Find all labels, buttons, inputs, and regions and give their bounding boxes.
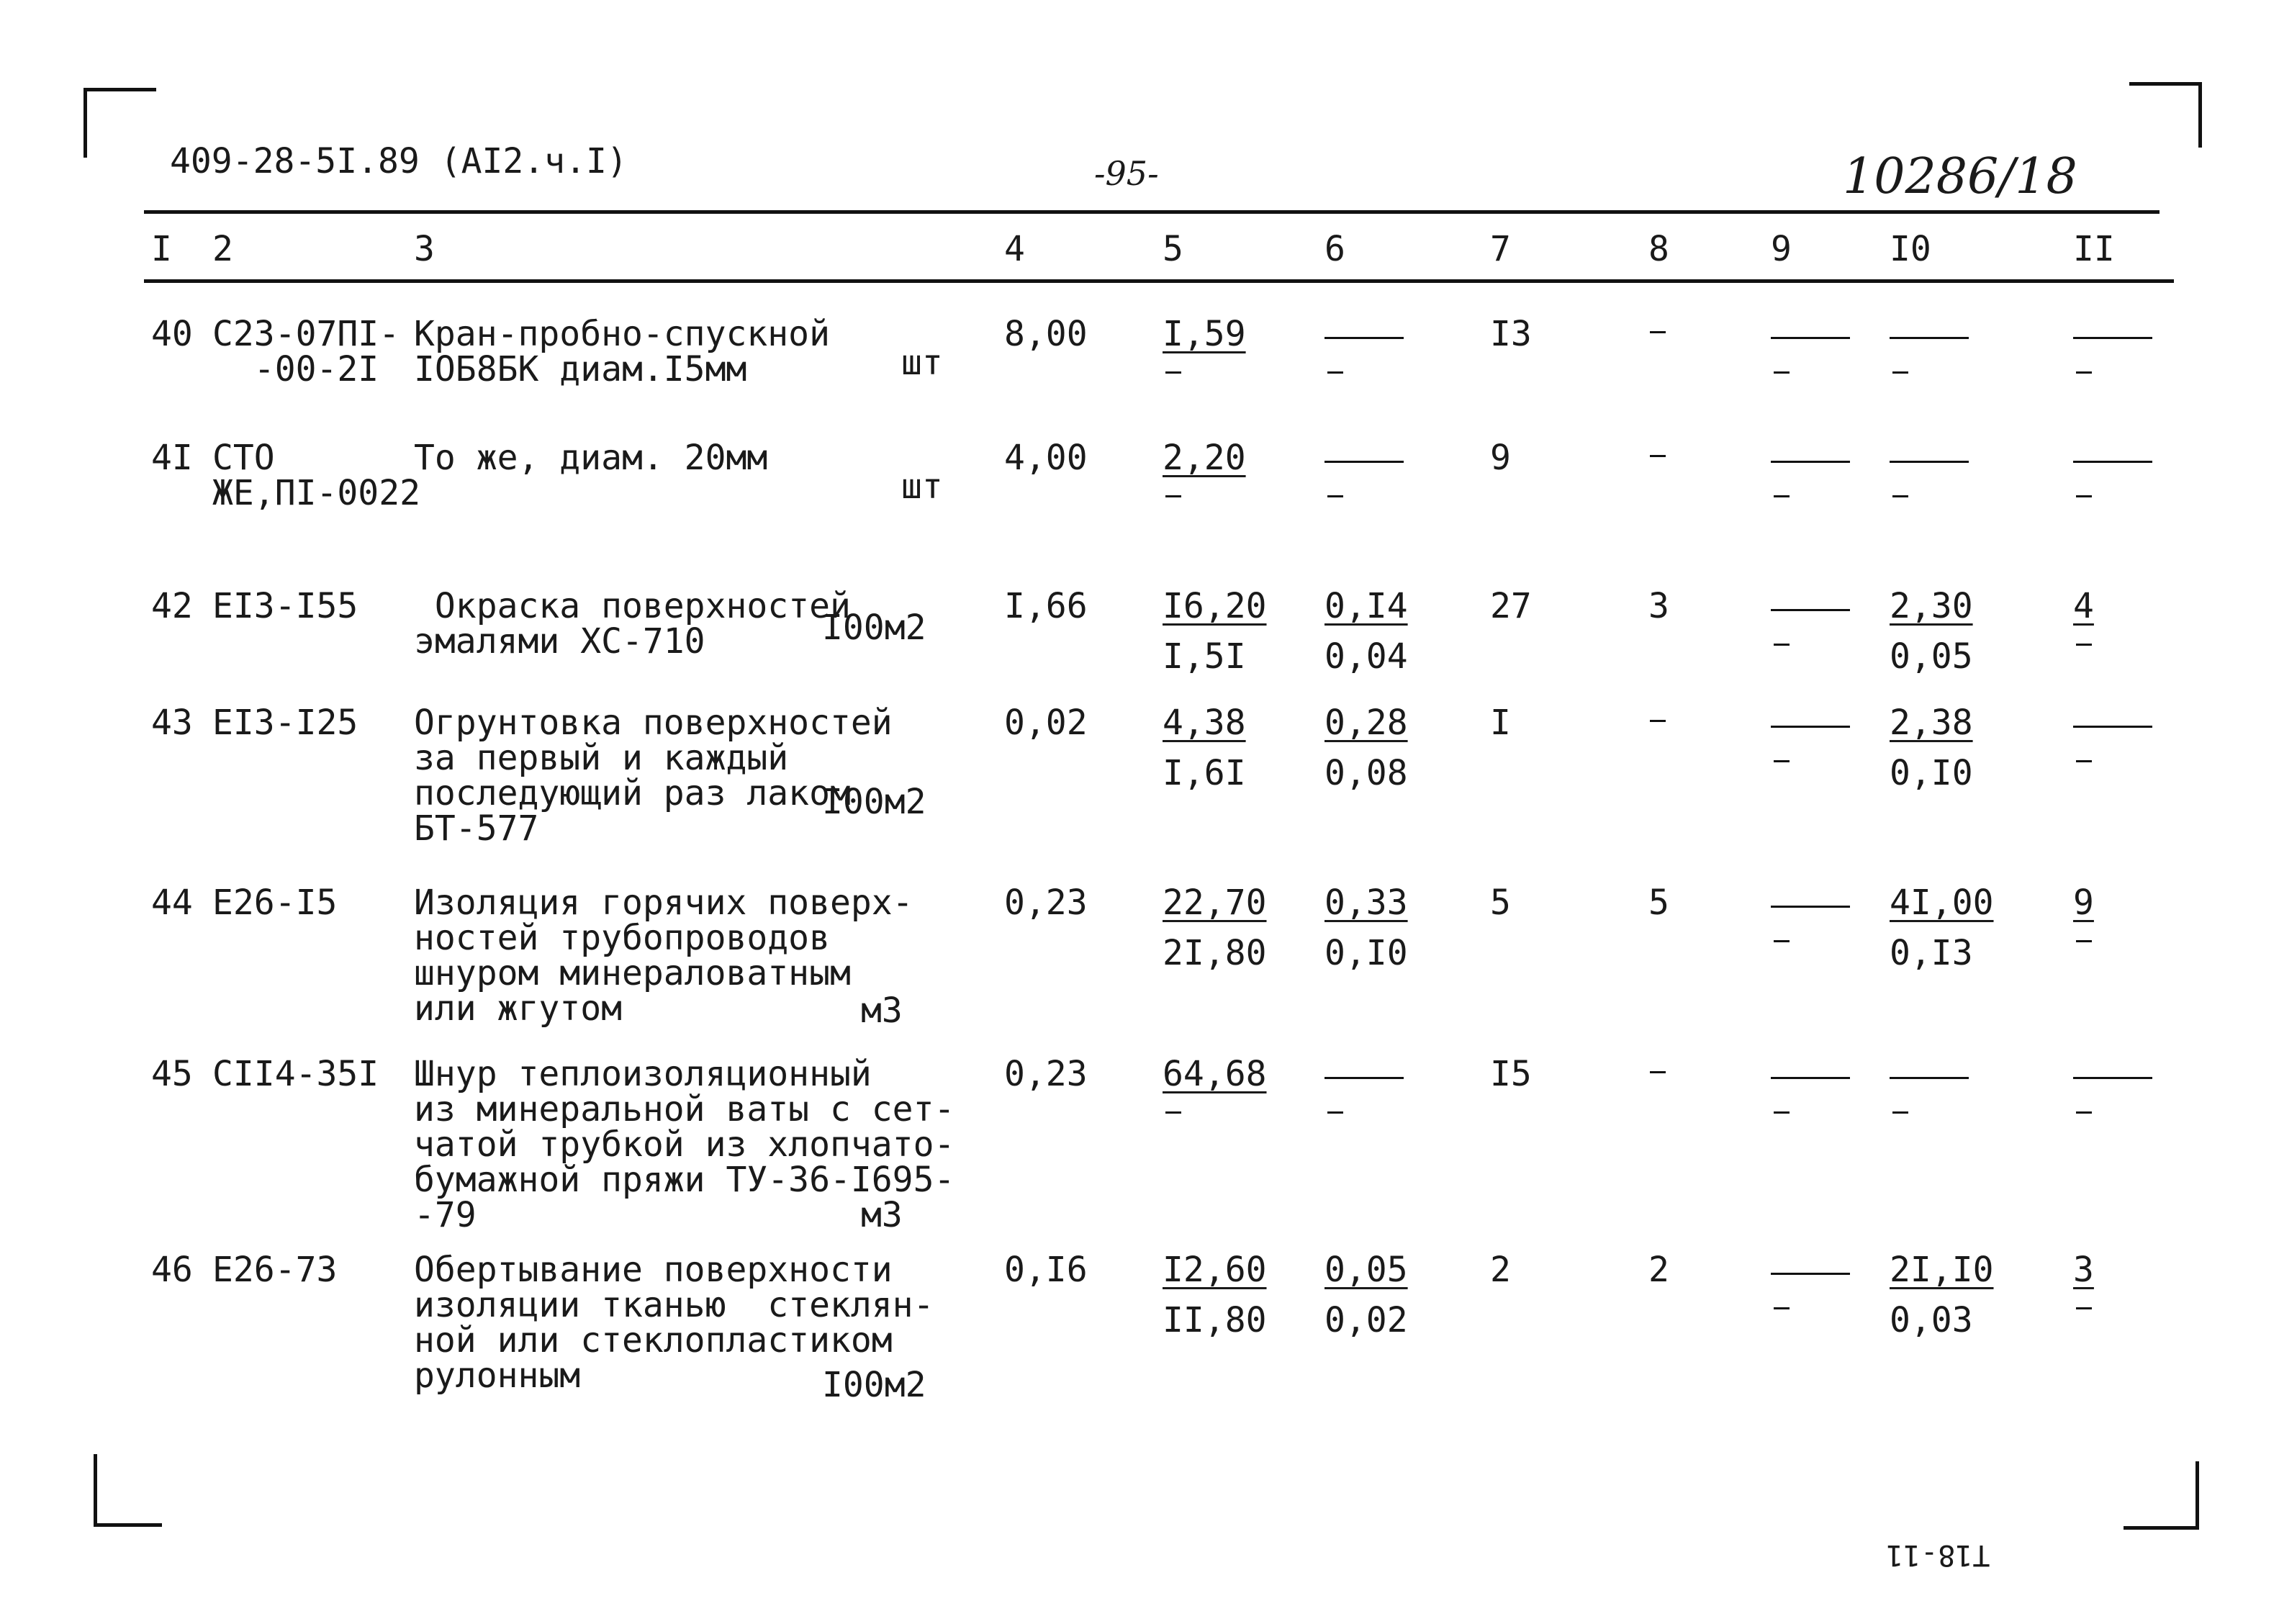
c6-top-value: 0,I4 [1324, 586, 1408, 626]
c9-top-dash [1771, 461, 1850, 463]
unit-of-measure: I00м2 [822, 782, 926, 822]
unit-of-measure: I00м2 [822, 608, 926, 648]
column-header-9: 9 [1771, 229, 1792, 269]
work-description: Шнур теплоизоляционный из минеральной ваты с сет- чатой трубкой из хлопчато- бумажной пряжи ТУ-36-I695- -79 [414, 1054, 955, 1235]
c11-bottom-dash [2076, 940, 2092, 942]
document-code: 409-28-5I.89 (AI2.ч.I) [170, 141, 628, 181]
unit-of-measure: I00м2 [822, 1365, 926, 1405]
rate-code: С23-07ПI- -00-2I [212, 314, 400, 389]
rate-code: ЕI3-I25 [212, 703, 358, 743]
c10-top-dash [1890, 337, 1969, 339]
c10-bottom-dash [1892, 371, 1908, 374]
c10-top-dash [1890, 461, 1969, 463]
quantity: 0,23 [1004, 883, 1088, 923]
rate-code: ЕI3-I55 [212, 586, 358, 626]
c6-top-value: 0,33 [1324, 883, 1408, 923]
quantity: 0,02 [1004, 703, 1088, 743]
handwritten-stamp: 10286/18 [1843, 148, 2077, 205]
c11-top-dash [2073, 337, 2152, 339]
c5-top-value: I,59 [1163, 314, 1246, 354]
col7-value: 5 [1490, 883, 1511, 923]
work-description: Обертывание поверхности изоляции тканью стеклян- ной или стеклопластиком рулонным [414, 1250, 934, 1396]
c11-top-dash [2073, 1077, 2152, 1079]
col8-value: 2 [1648, 1250, 1669, 1290]
unit-of-measure: шт [901, 343, 943, 383]
rate-code: СII4-35I [212, 1054, 379, 1094]
c11-bottom-dash [2076, 371, 2092, 374]
row-number: 45 [151, 1054, 193, 1094]
work-description: Окраска поверхностей эмалями ХС-710 [414, 586, 851, 662]
col8-dash [1650, 720, 1666, 722]
table-top-rule [144, 210, 2160, 214]
c9-top-dash [1771, 1273, 1850, 1275]
column-header-5: 5 [1163, 229, 1183, 269]
column-header-11: II [2073, 229, 2115, 269]
c10-top-value: 2I,I0 [1890, 1250, 1994, 1290]
c6-top-dash [1324, 1077, 1404, 1079]
unit-of-measure: м3 [861, 991, 903, 1031]
c6-top-value: 0,28 [1324, 703, 1408, 743]
c5-top-value: I2,60 [1163, 1250, 1267, 1290]
footer-code: Т18-11 [1886, 1538, 1990, 1571]
c9-top-dash [1771, 1077, 1850, 1079]
col8-dash [1650, 331, 1666, 333]
col7-value: 27 [1490, 586, 1532, 626]
work-description: Кран-пробно-спускной IОБ8БК диам.I5мм [414, 314, 830, 389]
c10-top-value: 4I,00 [1890, 883, 1994, 923]
col8-dash [1650, 1071, 1666, 1073]
c10-top-dash [1890, 1077, 1969, 1079]
column-header-4: 4 [1004, 229, 1025, 269]
corner-mark-bottom-left [94, 1454, 162, 1527]
c5-bottom-dash [1165, 1111, 1181, 1114]
rate-code: Е26-73 [212, 1250, 338, 1290]
c5-bottom-value: II,80 [1163, 1300, 1267, 1340]
row-number: 40 [151, 314, 193, 354]
c11-bottom-dash [2076, 1307, 2092, 1309]
c5-top-value: 64,68 [1163, 1054, 1267, 1094]
column-header-8: 8 [1648, 229, 1669, 269]
c11-top-dash [2073, 461, 2152, 463]
col7-value: I3 [1490, 314, 1532, 354]
row-number: 43 [151, 703, 193, 743]
row-number: 4I [151, 438, 193, 478]
table-header-rule [144, 279, 2174, 283]
c5-top-value: 4,38 [1163, 703, 1246, 743]
c10-bottom-dash [1892, 1111, 1908, 1114]
col7-value: 9 [1490, 438, 1511, 478]
c9-bottom-dash [1774, 644, 1790, 646]
c6-bottom-dash [1327, 371, 1343, 374]
c5-top-value: 2,20 [1163, 438, 1246, 478]
c11-top-value: 4 [2073, 586, 2094, 626]
column-header-10: I0 [1890, 229, 1931, 269]
quantity: 0,23 [1004, 1054, 1088, 1094]
c6-top-dash [1324, 461, 1404, 463]
c6-bottom-value: 0,04 [1324, 636, 1408, 677]
col7-value: I5 [1490, 1054, 1532, 1094]
row-number: 44 [151, 883, 193, 923]
c6-bottom-dash [1327, 495, 1343, 497]
c5-top-value: I6,20 [1163, 586, 1267, 626]
c9-top-dash [1771, 337, 1850, 339]
quantity: 4,00 [1004, 438, 1088, 478]
unit-of-measure: шт [901, 466, 943, 507]
col8-dash [1650, 455, 1666, 457]
corner-mark-top-right [2129, 82, 2202, 148]
c9-bottom-dash [1774, 1307, 1790, 1309]
quantity: 8,00 [1004, 314, 1088, 354]
row-number: 46 [151, 1250, 193, 1290]
c10-top-value: 2,30 [1890, 586, 1973, 626]
c6-top-value: 0,05 [1324, 1250, 1408, 1290]
rate-code: СТО ЖЕ,ПI-0022 [212, 438, 420, 513]
column-header-3: 3 [414, 229, 435, 269]
corner-mark-bottom-right [2124, 1461, 2199, 1530]
c6-bottom-dash [1327, 1111, 1343, 1114]
c6-top-dash [1324, 337, 1404, 339]
c5-bottom-value: I,6I [1163, 753, 1246, 793]
column-header-2: 2 [212, 229, 233, 269]
c5-bottom-dash [1165, 371, 1181, 374]
c9-bottom-dash [1774, 1111, 1790, 1114]
work-description: Огрунтовка поверхностей за первый и каждый последующий раз лаком БТ-577 [414, 703, 893, 849]
c9-top-dash [1771, 609, 1850, 611]
c11-top-value: 3 [2073, 1250, 2094, 1290]
c11-top-dash [2073, 726, 2152, 728]
c6-bottom-value: 0,02 [1324, 1300, 1408, 1340]
c10-top-value: 2,38 [1890, 703, 1973, 743]
quantity: 0,I6 [1004, 1250, 1088, 1290]
c10-bottom-value: 0,I0 [1890, 753, 1973, 793]
c10-bottom-dash [1892, 495, 1908, 497]
page-number: -95- [1094, 154, 1159, 193]
c10-bottom-value: 0,I3 [1890, 933, 1973, 973]
c5-bottom-dash [1165, 495, 1181, 497]
quantity: I,66 [1004, 586, 1088, 626]
c6-bottom-value: 0,I0 [1324, 933, 1408, 973]
corner-mark-top-left [84, 88, 156, 158]
c9-bottom-dash [1774, 940, 1790, 942]
c11-bottom-dash [2076, 1111, 2092, 1114]
col8-value: 5 [1648, 883, 1669, 923]
c11-bottom-dash [2076, 495, 2092, 497]
work-description: То же, диам. 20мм [414, 438, 768, 478]
c5-bottom-value: 2I,80 [1163, 933, 1267, 973]
col7-value: I [1490, 703, 1511, 743]
c9-bottom-dash [1774, 495, 1790, 497]
c9-bottom-dash [1774, 760, 1790, 762]
col8-value: 3 [1648, 586, 1669, 626]
rate-code: Е26-I5 [212, 883, 338, 923]
column-header-1: I [151, 229, 172, 269]
c5-top-value: 22,70 [1163, 883, 1267, 923]
c9-top-dash [1771, 906, 1850, 908]
c11-bottom-dash [2076, 760, 2092, 762]
column-header-7: 7 [1490, 229, 1511, 269]
c10-bottom-value: 0,05 [1890, 636, 1973, 677]
column-header-6: 6 [1324, 229, 1345, 269]
col7-value: 2 [1490, 1250, 1511, 1290]
c11-bottom-dash [2076, 644, 2092, 646]
work-description: Изоляция горячих поверх- ностей трубопроводов шнуром минераловатным или жгутом [414, 883, 913, 1029]
c5-bottom-value: I,5I [1163, 636, 1246, 677]
c9-bottom-dash [1774, 371, 1790, 374]
c6-bottom-value: 0,08 [1324, 753, 1408, 793]
c11-top-value: 9 [2073, 883, 2094, 923]
c9-top-dash [1771, 726, 1850, 728]
row-number: 42 [151, 586, 193, 626]
unit-of-measure: м3 [861, 1195, 903, 1235]
c10-bottom-value: 0,03 [1890, 1300, 1973, 1340]
